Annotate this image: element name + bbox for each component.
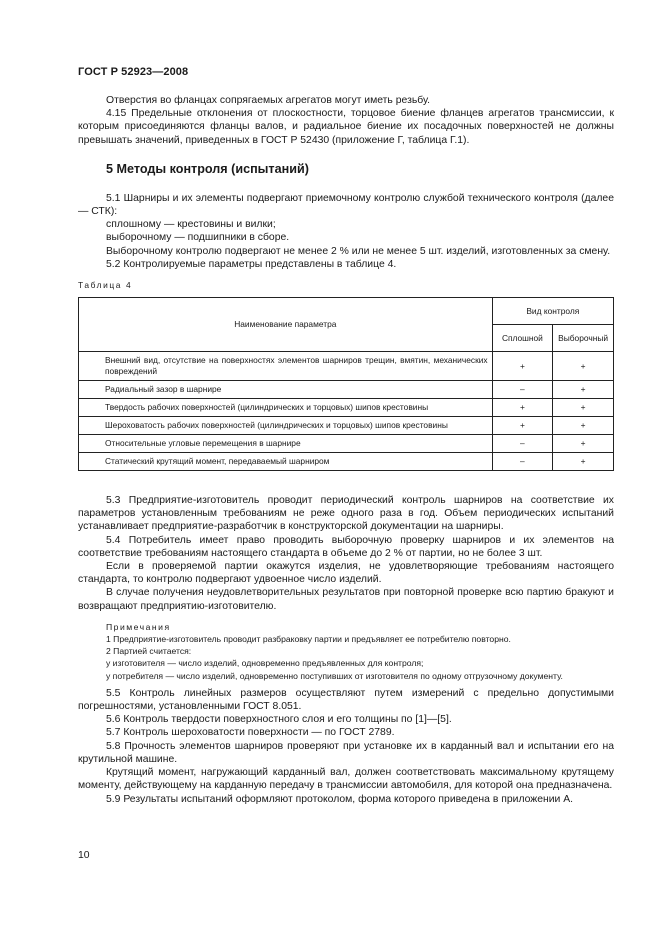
paragraph-5-2: 5.2 Контролируемые параметры представлены в таблице 4. — [106, 258, 397, 270]
table-cell-sample: + — [553, 381, 614, 399]
table-header-full: Сплошной — [492, 325, 553, 352]
document-body — [78, 94, 614, 806]
note-item: 1 Предприятие-изготовитель проводит разбраковку партии и предъявляет ее потребителю повторно. — [106, 634, 511, 645]
paragraph: В случае получения неудовлетворительных результатов при повторной проверке всю партию бракуют и возвращают предприятию-изготовителю. — [78, 587, 614, 612]
paragraph: выборочному — подшипники в сборе. — [106, 232, 290, 244]
table-cell-sample: + — [553, 417, 614, 435]
cell-text: Внешний вид, отсутствие на поверхностях элементов шарниров трещин, вмятин, механических повреждений — [105, 355, 488, 377]
paragraph: сплошному — крестовины и вилки; — [106, 219, 276, 231]
table-cell-sample: + — [553, 399, 614, 417]
table-cell-param — [79, 381, 493, 399]
table-cell-full: + — [492, 352, 553, 381]
table-cell-full: – — [492, 381, 553, 399]
paragraph-5-5: 5.5 Контроль линейных размеров осуществляют путем измерений с предельно допустимыми погрешностями, установленными ГОСТ 8.051. — [78, 687, 614, 713]
note-subitem: у изготовителя — число изделий, одновременно предъявленных для контроля; — [106, 658, 424, 669]
note-item: 2 Партией считается: — [106, 646, 192, 657]
table-cell-param — [79, 352, 493, 381]
table-header-group: Вид контроля — [492, 298, 613, 325]
table-row — [79, 417, 614, 435]
table-cell-sample: + — [553, 352, 614, 381]
page-number: 10 — [78, 850, 90, 861]
note-subitem: у потребителя — число изделий, одновременно поступивших от изготовителя по одному отгрузочному документу. — [106, 670, 563, 681]
table-cell-param — [79, 399, 493, 417]
table-cell-param — [79, 435, 493, 453]
paragraph: Крутящий момент, нагружающий карданный вал, должен соответствовать максимальному крутящему моменту, действующему на карданную передачу в трансмиссии автомобиля, для которой она предназначена. — [78, 767, 614, 792]
notes-title: Примечания — [106, 621, 171, 632]
paragraph-5-4: 5.4 Потребитель имеет право проводить выборочную проверку шарниров и их элементов на соответствие требованиям настоящего стандарта в объеме до 2 % от партии, но не более 3 шт. — [78, 534, 614, 559]
paragraph: Выборочному контролю подвергают не менее 2 % или не менее 5 шт. изделий, изготовленных за смену. — [106, 245, 611, 257]
paragraph-5-1: 5.1 Шарниры и их элементы подвергают приемочному контролю службой технического контроля (далее — СТК): — [78, 192, 614, 218]
table-caption: Таблица 4 — [78, 280, 133, 291]
table-row — [79, 399, 614, 417]
paragraph-4-15: 4.15 Предельные отклонения от плоскостности, торцовое биение фланцев агрегатов трансмиссии, к которым присоединяются фланцы валов, и радиальное биение их посадочных поверхностей не должны превышать значений, приведенных в ГОСТ Р 52430 (приложение Г, таблица Г.1). — [78, 108, 614, 146]
table-cell-full: – — [492, 453, 553, 471]
paragraph-5-9: 5.9 Результаты испытаний оформляют протоколом, форма которого приведена в приложении А. — [106, 793, 574, 805]
table-cell-full: + — [492, 417, 553, 435]
paragraph-5-3: 5.3 Предприятие-изготовитель проводит периодический контроль шарниров на соответствие их параметров установленным требованиям не реже одного раза в год. Объем периодических испытаний устанавливает предприятие-разработчик в конструкторской документации на шарниры. — [78, 495, 614, 533]
table-cell-sample: + — [553, 453, 614, 471]
table-header-param: Наименование параметра — [79, 298, 493, 352]
table-row — [79, 352, 614, 381]
paragraph-5-7: 5.7 Контроль шероховатости поверхности — по ГОСТ 2789. — [106, 727, 395, 739]
cell-text: Статический крутящий момент, передаваемый шарниром — [105, 456, 330, 467]
section-title: 5 Методы контроля (испытаний) — [106, 161, 309, 176]
cell-text: Относительные угловые перемещения в шарнире — [105, 438, 301, 449]
parameters-table — [78, 297, 614, 471]
table-row — [79, 381, 614, 399]
table-cell-param — [79, 417, 493, 435]
paragraph: Если в проверяемой партии окажутся изделия, не удовлетворяющие требованиям настоящего стандарта, то контролю подвергают удвоенное число изделий. — [78, 561, 614, 586]
cell-text: Твердость рабочих поверхностей (цилиндрических и торцовых) шипов крестовины — [105, 402, 429, 413]
table-cell-full: – — [492, 435, 553, 453]
paragraph-5-6: 5.6 Контроль твердости поверхностного слоя и его толщины по [1]—[5]. — [106, 714, 452, 726]
cell-text: Шероховатость рабочих поверхностей (цилиндрических и торцовых) шипов крестовины — [105, 420, 448, 431]
table-cell-sample: + — [553, 435, 614, 453]
table-cell-full: + — [492, 399, 553, 417]
paragraph-5-8: 5.8 Прочность элементов шарниров проверяют при установке их в карданный вал и испытании его на крутильной машине. — [78, 740, 614, 765]
table-cell-param — [79, 453, 493, 471]
document-header: ГОСТ Р 52923—2008 — [78, 66, 189, 78]
notes-block — [78, 621, 614, 682]
table-row — [79, 435, 614, 453]
table-row — [79, 453, 614, 471]
table-header-sample: Выборочный — [553, 325, 614, 352]
paragraph: Отверстия во фланцах сопрягаемых агрегатов могут иметь резьбу. — [106, 95, 431, 106]
cell-text: Радиальный зазор в шарнире — [105, 384, 222, 395]
